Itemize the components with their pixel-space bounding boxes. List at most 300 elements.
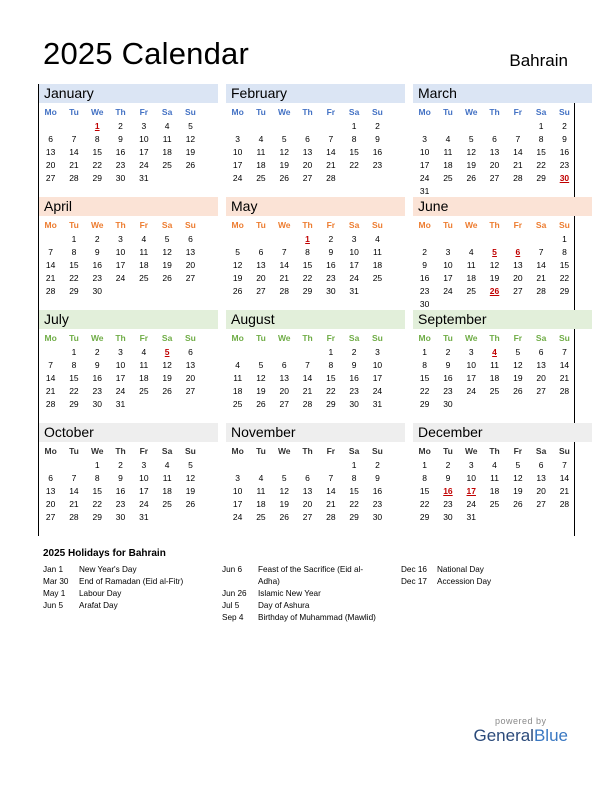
week-row bbox=[226, 472, 405, 485]
empty-cell bbox=[109, 285, 132, 298]
weekday-label: Tu bbox=[443, 220, 453, 230]
week-row bbox=[39, 346, 218, 359]
day-cell: 4 bbox=[375, 234, 380, 244]
holiday-day-cell: 1 bbox=[94, 121, 100, 131]
day-cell: 25 bbox=[372, 273, 383, 283]
day-cell: 12 bbox=[489, 260, 500, 270]
day-cell: 8 bbox=[94, 473, 100, 483]
week-row bbox=[413, 511, 592, 524]
empty-cell bbox=[155, 398, 178, 411]
day-cell: 24 bbox=[466, 386, 476, 396]
day-cell: 30 bbox=[419, 299, 430, 309]
weekday-label: Mo bbox=[231, 107, 244, 117]
day-cell: 11 bbox=[490, 473, 499, 483]
day-cell: 19 bbox=[185, 486, 196, 496]
day-cell: 27 bbox=[302, 512, 313, 522]
holidays-column-1 bbox=[43, 564, 205, 612]
day-cell: 14 bbox=[279, 260, 289, 270]
week-row bbox=[39, 172, 218, 185]
weekday-header bbox=[39, 330, 218, 346]
day-cell: 11 bbox=[162, 473, 172, 483]
brand-name bbox=[473, 726, 568, 746]
day-cell: 20 bbox=[45, 499, 56, 509]
weekday-label: We bbox=[464, 333, 478, 343]
day-cell: 6 bbox=[305, 134, 310, 144]
day-cell: 16 bbox=[326, 260, 336, 270]
day-cell: 22 bbox=[92, 499, 102, 509]
holiday-date: May 1 bbox=[43, 589, 66, 598]
empty-cell bbox=[296, 459, 319, 472]
day-cell: 27 bbox=[256, 286, 266, 296]
day-cell: 3 bbox=[118, 347, 123, 357]
day-cell: 4 bbox=[258, 473, 264, 483]
empty-cell bbox=[155, 172, 178, 185]
weekday-label: Fr bbox=[326, 107, 336, 117]
day-cell: 9 bbox=[445, 360, 451, 370]
month-title: September bbox=[413, 310, 592, 329]
day-cell: 6 bbox=[305, 473, 310, 483]
day-cell: 4 bbox=[164, 121, 170, 131]
week-row bbox=[226, 120, 405, 133]
month-january bbox=[39, 84, 218, 197]
month-march bbox=[413, 84, 592, 197]
day-cell: 24 bbox=[466, 499, 476, 509]
day-cell: 14 bbox=[302, 373, 313, 383]
weekday-label: Sa bbox=[348, 220, 360, 230]
day-cell: 25 bbox=[162, 499, 172, 509]
day-cell: 21 bbox=[69, 499, 79, 509]
empty-cell bbox=[62, 459, 85, 472]
day-cell: 1 bbox=[538, 121, 544, 131]
weekday-label: Mo bbox=[231, 220, 244, 230]
week-row bbox=[39, 233, 218, 246]
day-cell: 1 bbox=[328, 347, 334, 357]
day-cell: 13 bbox=[185, 247, 196, 257]
day-cell: 14 bbox=[326, 486, 336, 496]
day-cell: 16 bbox=[92, 260, 102, 270]
day-cell: 20 bbox=[185, 260, 196, 270]
empty-cell bbox=[553, 398, 576, 411]
day-cell: 28 bbox=[559, 386, 570, 396]
holiday-date: Dec 17 bbox=[401, 577, 427, 586]
day-cell: 9 bbox=[375, 134, 380, 144]
weekday-label: We bbox=[90, 446, 104, 456]
day-cell: 3 bbox=[141, 460, 147, 470]
week-row bbox=[226, 233, 405, 246]
holiday-name: Labour Day bbox=[79, 589, 122, 598]
day-cell: 31 bbox=[115, 399, 126, 409]
day-cell: 28 bbox=[302, 399, 313, 409]
weekday-header bbox=[413, 217, 592, 233]
day-cell: 14 bbox=[559, 360, 570, 370]
holiday-day-cell: 1 bbox=[305, 234, 310, 244]
weekday-label: We bbox=[90, 220, 104, 230]
day-cell: 25 bbox=[139, 273, 149, 283]
week-row bbox=[413, 233, 592, 246]
weekday-label: Th bbox=[489, 107, 500, 117]
day-cell: 5 bbox=[281, 473, 287, 483]
empty-cell bbox=[366, 172, 389, 185]
day-cell: 3 bbox=[141, 121, 147, 131]
day-cell: 27 bbox=[302, 173, 313, 183]
day-cell: 21 bbox=[69, 160, 79, 170]
day-cell: 9 bbox=[351, 360, 357, 370]
day-cell: 1 bbox=[71, 347, 77, 357]
holiday-item bbox=[222, 588, 384, 600]
week-row bbox=[39, 359, 218, 372]
week-row bbox=[226, 285, 405, 298]
weekday-label: Fr bbox=[139, 220, 149, 230]
country-name: Bahrain bbox=[509, 51, 568, 70]
day-cell: 4 bbox=[164, 460, 170, 470]
day-cell: 12 bbox=[513, 360, 523, 370]
empty-cell bbox=[436, 120, 459, 133]
weekday-label: Su bbox=[184, 220, 196, 230]
day-cell: 21 bbox=[45, 273, 56, 283]
weekday-label: Su bbox=[184, 333, 196, 343]
day-cell: 2 bbox=[375, 460, 380, 470]
day-cell: 15 bbox=[419, 373, 430, 383]
day-cell: 14 bbox=[45, 260, 56, 270]
day-cell: 9 bbox=[422, 260, 428, 270]
day-cell: 18 bbox=[372, 260, 383, 270]
empty-cell bbox=[39, 346, 62, 359]
day-cell: 31 bbox=[372, 399, 383, 409]
day-cell: 3 bbox=[445, 247, 451, 257]
week-row bbox=[39, 146, 218, 159]
week-row bbox=[413, 285, 592, 298]
holiday-day-cell: 6 bbox=[515, 247, 521, 257]
day-cell: 24 bbox=[443, 286, 453, 296]
day-cell: 2 bbox=[328, 234, 334, 244]
day-cell: 13 bbox=[536, 473, 546, 483]
day-cell: 10 bbox=[372, 360, 383, 370]
holiday-day-cell: 5 bbox=[164, 347, 170, 357]
empty-cell bbox=[62, 120, 85, 133]
day-cell: 25 bbox=[466, 286, 476, 296]
week-row bbox=[39, 133, 218, 146]
week-row bbox=[413, 172, 592, 185]
holiday-name: Arafat Day bbox=[79, 601, 118, 610]
weekday-label: Mo bbox=[44, 333, 57, 343]
day-cell: 6 bbox=[492, 134, 497, 144]
day-cell: 22 bbox=[326, 386, 336, 396]
empty-cell bbox=[132, 285, 155, 298]
day-cell: 2 bbox=[375, 121, 380, 131]
day-cell: 31 bbox=[139, 512, 149, 522]
day-cell: 19 bbox=[256, 386, 266, 396]
holidays-title: 2025 Holidays for Bahrain bbox=[43, 548, 166, 559]
weekday-label: Su bbox=[558, 107, 570, 117]
weekday-label: Tu bbox=[69, 220, 79, 230]
week-row bbox=[413, 472, 592, 485]
day-cell: 19 bbox=[162, 373, 172, 383]
day-cell: 5 bbox=[258, 360, 264, 370]
day-cell: 11 bbox=[466, 260, 476, 270]
day-cell: 12 bbox=[513, 473, 523, 483]
day-cell: 18 bbox=[139, 373, 149, 383]
day-cell: 29 bbox=[69, 286, 79, 296]
day-cell: 22 bbox=[419, 499, 430, 509]
weekday-label: Sa bbox=[535, 107, 547, 117]
day-cell: 9 bbox=[328, 247, 334, 257]
day-cell: 7 bbox=[538, 247, 544, 257]
holiday-day-cell: 4 bbox=[492, 347, 497, 357]
day-cell: 12 bbox=[232, 260, 243, 270]
day-cell: 23 bbox=[443, 386, 453, 396]
day-cell: 11 bbox=[139, 360, 149, 370]
day-cell: 12 bbox=[256, 373, 266, 383]
day-cell: 29 bbox=[559, 286, 570, 296]
day-cell: 25 bbox=[256, 512, 266, 522]
empty-cell bbox=[249, 120, 272, 133]
holiday-date: Mar 30 bbox=[43, 577, 69, 586]
week-row bbox=[226, 398, 405, 411]
day-cell: 25 bbox=[256, 173, 266, 183]
day-cell: 13 bbox=[45, 486, 56, 496]
empty-cell bbox=[226, 233, 249, 246]
day-cell: 3 bbox=[375, 347, 380, 357]
day-cell: 7 bbox=[562, 347, 567, 357]
day-cell: 4 bbox=[258, 134, 264, 144]
day-cell: 29 bbox=[419, 512, 430, 522]
day-cell: 23 bbox=[349, 386, 359, 396]
empty-cell bbox=[226, 120, 249, 133]
day-cell: 18 bbox=[139, 260, 149, 270]
weekday-label: Sa bbox=[161, 107, 173, 117]
day-cell: 21 bbox=[513, 160, 523, 170]
day-cell: 17 bbox=[232, 499, 243, 509]
weekday-label: Fr bbox=[139, 107, 149, 117]
day-cell: 17 bbox=[372, 373, 383, 383]
day-cell: 10 bbox=[115, 360, 126, 370]
empty-cell bbox=[529, 511, 552, 524]
day-cell: 8 bbox=[422, 473, 428, 483]
weekday-label: Mo bbox=[418, 333, 431, 343]
empty-cell bbox=[179, 172, 202, 185]
day-cell: 18 bbox=[162, 486, 172, 496]
day-cell: 29 bbox=[326, 399, 336, 409]
weekday-label: We bbox=[277, 107, 291, 117]
day-cell: 1 bbox=[422, 347, 428, 357]
day-cell: 14 bbox=[45, 373, 56, 383]
day-cell: 26 bbox=[185, 499, 196, 509]
day-cell: 13 bbox=[513, 260, 523, 270]
day-cell: 13 bbox=[489, 147, 500, 157]
day-cell: 30 bbox=[349, 399, 359, 409]
weekday-label: Sa bbox=[348, 107, 360, 117]
month-title: August bbox=[226, 310, 405, 329]
empty-cell bbox=[483, 120, 506, 133]
day-cell: 23 bbox=[115, 499, 126, 509]
day-cell: 23 bbox=[326, 273, 336, 283]
day-cell: 15 bbox=[302, 260, 313, 270]
empty-cell bbox=[342, 172, 365, 185]
day-cell: 10 bbox=[443, 260, 453, 270]
weekday-label: Fr bbox=[326, 333, 336, 343]
empty-cell bbox=[155, 511, 178, 524]
weekday-label: Su bbox=[184, 107, 196, 117]
weekday-label: Su bbox=[558, 220, 570, 230]
day-cell: 15 bbox=[69, 373, 79, 383]
day-cell: 18 bbox=[489, 373, 500, 383]
holiday-day-cell: 30 bbox=[559, 173, 570, 183]
day-cell: 7 bbox=[71, 473, 77, 483]
day-cell: 26 bbox=[513, 499, 523, 509]
day-cell: 3 bbox=[422, 134, 428, 144]
day-cell: 2 bbox=[562, 121, 567, 131]
day-cell: 15 bbox=[349, 147, 359, 157]
holiday-item bbox=[222, 564, 384, 588]
day-cell: 28 bbox=[326, 173, 336, 183]
day-cell: 21 bbox=[326, 160, 336, 170]
day-cell: 26 bbox=[185, 160, 196, 170]
day-cell: 24 bbox=[115, 273, 126, 283]
day-cell: 14 bbox=[69, 486, 79, 496]
day-cell: 12 bbox=[185, 134, 196, 144]
day-cell: 17 bbox=[115, 260, 126, 270]
day-cell: 30 bbox=[115, 173, 126, 183]
weekday-label: Sa bbox=[535, 446, 547, 456]
day-cell: 25 bbox=[162, 160, 172, 170]
day-cell: 13 bbox=[536, 360, 546, 370]
holidays-column-2 bbox=[222, 564, 384, 624]
holiday-name: National Day bbox=[437, 565, 484, 574]
day-cell: 2 bbox=[351, 347, 357, 357]
month-title: April bbox=[39, 197, 218, 216]
holiday-name: Birthday of Muhammad (Mawlid) bbox=[258, 613, 376, 622]
day-cell: 5 bbox=[164, 234, 170, 244]
day-cell: 18 bbox=[443, 160, 453, 170]
day-cell: 10 bbox=[139, 134, 149, 144]
day-cell: 20 bbox=[536, 373, 546, 383]
day-cell: 9 bbox=[445, 473, 451, 483]
day-cell: 14 bbox=[513, 147, 523, 157]
weekday-label: Fr bbox=[139, 333, 149, 343]
empty-cell bbox=[483, 233, 506, 246]
powered-by-text: powered by bbox=[494, 716, 547, 726]
day-cell: 14 bbox=[326, 147, 336, 157]
empty-cell bbox=[226, 459, 249, 472]
day-cell: 2 bbox=[445, 460, 451, 470]
weekday-label: We bbox=[464, 220, 478, 230]
day-cell: 2 bbox=[94, 234, 100, 244]
day-cell: 2 bbox=[118, 460, 123, 470]
day-cell: 10 bbox=[115, 247, 126, 257]
day-cell: 24 bbox=[139, 499, 149, 509]
day-cell: 14 bbox=[536, 260, 546, 270]
day-cell: 20 bbox=[536, 486, 546, 496]
week-row bbox=[413, 398, 592, 411]
day-cell: 21 bbox=[559, 373, 570, 383]
day-cell: 28 bbox=[45, 399, 56, 409]
week-row bbox=[413, 346, 592, 359]
day-cell: 24 bbox=[139, 160, 149, 170]
weekday-label: Su bbox=[371, 107, 383, 117]
holiday-date: Jan 1 bbox=[43, 565, 64, 574]
weekday-header bbox=[413, 330, 592, 346]
day-cell: 9 bbox=[94, 360, 100, 370]
day-cell: 7 bbox=[305, 360, 310, 370]
day-cell: 16 bbox=[372, 486, 383, 496]
weekday-label: Tu bbox=[443, 333, 453, 343]
month-title: November bbox=[226, 423, 405, 442]
day-cell: 23 bbox=[443, 499, 453, 509]
day-cell: 22 bbox=[559, 273, 570, 283]
day-cell: 29 bbox=[302, 286, 313, 296]
day-cell: 20 bbox=[302, 160, 313, 170]
day-cell: 10 bbox=[232, 147, 243, 157]
week-row bbox=[413, 498, 592, 511]
day-cell: 23 bbox=[92, 386, 102, 396]
day-cell: 3 bbox=[235, 473, 241, 483]
weekday-label: Sa bbox=[535, 333, 547, 343]
empty-cell bbox=[529, 398, 552, 411]
weekday-label: Mo bbox=[418, 446, 431, 456]
weekday-label: We bbox=[277, 446, 291, 456]
day-cell: 19 bbox=[513, 373, 523, 383]
weekday-label: Fr bbox=[513, 333, 523, 343]
empty-cell bbox=[506, 120, 529, 133]
day-cell: 16 bbox=[92, 373, 102, 383]
day-cell: 4 bbox=[445, 134, 451, 144]
empty-cell bbox=[460, 120, 483, 133]
empty-cell bbox=[483, 398, 506, 411]
day-cell: 11 bbox=[490, 360, 499, 370]
week-row bbox=[226, 511, 405, 524]
weekday-label: Tu bbox=[69, 333, 79, 343]
holiday-date: Jun 26 bbox=[222, 589, 247, 598]
week-row bbox=[413, 246, 592, 259]
weekday-label: Sa bbox=[348, 446, 360, 456]
weekday-label: Th bbox=[115, 333, 126, 343]
day-cell: 28 bbox=[45, 286, 56, 296]
day-cell: 7 bbox=[328, 473, 334, 483]
day-cell: 31 bbox=[419, 186, 430, 196]
week-row bbox=[226, 146, 405, 159]
week-row bbox=[413, 133, 592, 146]
day-cell: 6 bbox=[48, 134, 54, 144]
day-cell: 18 bbox=[256, 499, 266, 509]
month-november bbox=[226, 423, 405, 536]
empty-cell bbox=[529, 233, 552, 246]
calendar-grid bbox=[38, 84, 575, 536]
day-cell: 8 bbox=[94, 134, 100, 144]
day-cell: 27 bbox=[513, 286, 523, 296]
day-cell: 8 bbox=[351, 473, 357, 483]
empty-cell bbox=[249, 459, 272, 472]
day-cell: 17 bbox=[466, 373, 476, 383]
day-cell: 30 bbox=[115, 512, 126, 522]
weekday-label: Su bbox=[371, 220, 383, 230]
week-row bbox=[39, 459, 218, 472]
week-row bbox=[226, 485, 405, 498]
day-cell: 15 bbox=[92, 147, 102, 157]
weekday-label: Fr bbox=[513, 220, 523, 230]
day-cell: 10 bbox=[232, 486, 243, 496]
day-cell: 23 bbox=[115, 160, 126, 170]
weekday-header bbox=[226, 330, 405, 346]
week-row bbox=[39, 385, 218, 398]
week-row bbox=[39, 485, 218, 498]
weekday-header bbox=[226, 104, 405, 120]
weekday-label: Th bbox=[115, 220, 126, 230]
weekday-header bbox=[39, 217, 218, 233]
weekday-label: Th bbox=[489, 333, 500, 343]
weekday-label: We bbox=[464, 107, 478, 117]
day-cell: 20 bbox=[256, 273, 266, 283]
week-row bbox=[226, 259, 405, 272]
